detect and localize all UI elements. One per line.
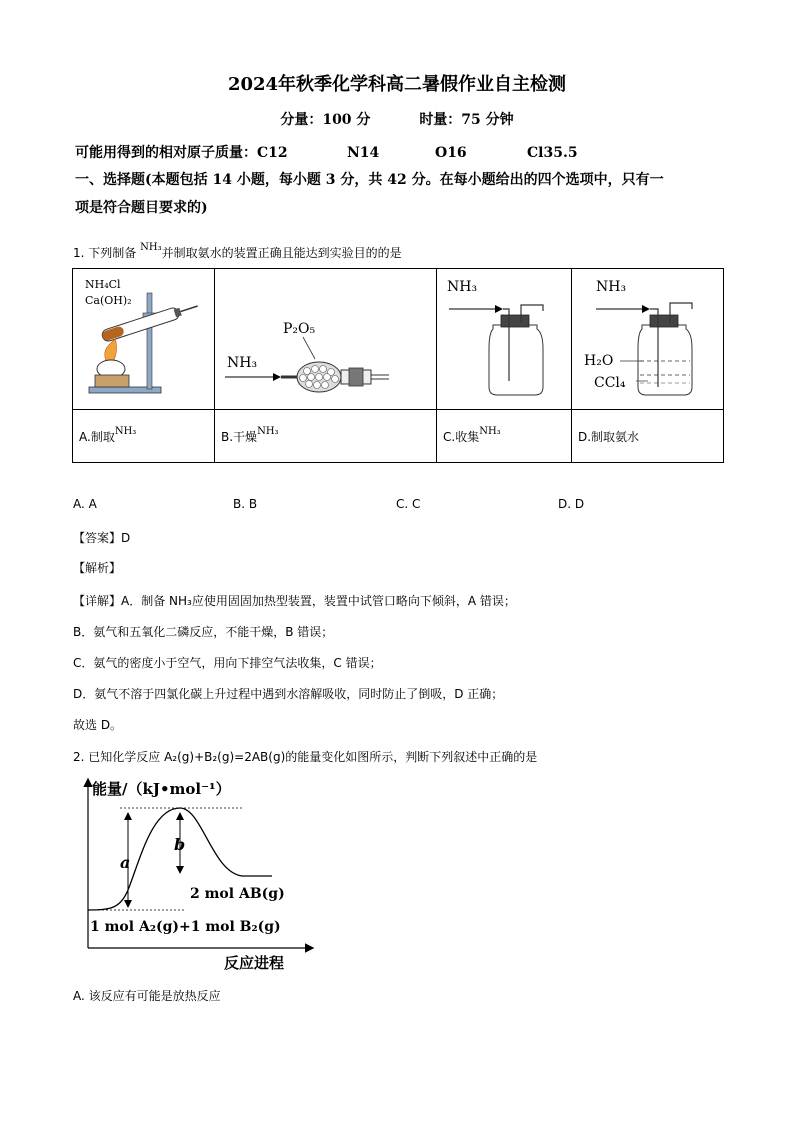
figure-a-reagent-2: Ca(OH)₂ (85, 294, 132, 307)
reactant-label: 1 mol A₂(g)+1 mol B₂(g) (90, 919, 281, 935)
figure-d-ccl4-label: CCl₄ (594, 375, 626, 391)
mass-item: C12 (257, 145, 288, 161)
cell-c-text: C.收集 (443, 429, 480, 444)
q1-apparatus-table (72, 268, 724, 463)
answer-line (73, 529, 130, 546)
cell-b-formula: NH₃ (257, 425, 279, 437)
detail-a (73, 592, 516, 609)
q2-option-a: A. 该反应有可能是放热反应 (73, 989, 221, 1003)
figure-d-absorption-bottle (572, 269, 723, 405)
q1-stem-formula: NH₃ (140, 242, 162, 253)
figure-d (572, 269, 724, 410)
cell-d (572, 410, 724, 463)
leader-line (303, 337, 315, 359)
arrow-head (273, 373, 281, 381)
figure-d-water-label: H₂O (584, 353, 614, 369)
answer-tag: 【答案】 (73, 531, 122, 545)
detail-d: D．氨气不溶于四氯化碳上升过程中遇到水溶解吸收，同时防止了倒吸，D 正确； (73, 687, 504, 701)
mass-item: N14 (347, 145, 380, 161)
energy-diagram (72, 772, 322, 977)
answer-value: D (121, 531, 131, 545)
detail-tag: 【详解】 (73, 594, 122, 608)
arrow-head (495, 305, 503, 313)
q1-stem (73, 244, 402, 261)
section-heading (75, 166, 725, 222)
figure-c-gas-bottle (437, 269, 571, 405)
cell-a-text: A.制取 (79, 429, 115, 444)
mass-item: O16 (435, 145, 467, 161)
figure-a (73, 269, 215, 410)
cell-d-text: D.制取氨水 (578, 429, 640, 444)
option-b: B. B (233, 497, 258, 511)
label-b: b (174, 835, 186, 854)
stand-rod (147, 293, 152, 389)
mass-item: Cl35.5 (527, 145, 578, 161)
q1-stem-suffix: 并制取氨水的装置正确且能达到实验目的的是 (161, 246, 402, 260)
arrow-head (642, 305, 650, 313)
cell-a (73, 410, 215, 463)
cell-b-text: B.干燥 (221, 429, 258, 444)
figure-c (437, 269, 572, 410)
y-axis-label: 能量/（kJ•mol⁻¹） (92, 780, 231, 798)
option-d: D. D (558, 497, 585, 511)
figure-d-gas: NH₃ (596, 279, 627, 295)
cell-c-formula: NH₃ (479, 425, 501, 437)
conclusion: 故选 D。 (73, 718, 123, 732)
figure-c-gas: NH₃ (447, 279, 478, 295)
absorption-bottle (638, 325, 692, 395)
figure-b-reagent: P₂O₅ (283, 321, 316, 337)
q1-stem-prefix: 1. 下列制备 (73, 246, 137, 260)
label-a: a (120, 853, 131, 872)
cell-a-formula: NH₃ (114, 425, 137, 437)
score-label: 分量：100 分 (280, 112, 371, 128)
figure-b (215, 269, 437, 410)
cell-c (437, 410, 572, 463)
bottle-stopper (501, 315, 529, 327)
bottle-stopper (650, 315, 678, 327)
option-c: C. C (396, 497, 421, 511)
figure-a-heating-apparatus (73, 269, 214, 405)
detail-c: C．氨气的密度小于空气，用向下排空气法收集，C 错误； (73, 656, 382, 670)
burner-block (95, 375, 129, 387)
figure-b-drying-tube (215, 269, 436, 405)
page-title: 2024年秋季化学科高二暑假作业自主检测 (227, 74, 567, 95)
analysis-tag: 【解析】 (73, 561, 122, 575)
detail-a-text: A．制备 NH₃应使用固固加热型装置，装置中试管口略向下倾斜，A 错误； (121, 594, 516, 608)
flame (105, 339, 117, 363)
product-label: 2 mol AB(g) (190, 886, 285, 902)
q2-stem: 2. 已知化学反应 A₂(g)+B₂(g)=2AB(g)的能量变化如图所示，判断下列叙述中正确的是 (73, 750, 538, 764)
detail-b: B．氨气和五氧化二磷反应，不能干燥，B 错误； (73, 625, 334, 639)
cell-b (215, 410, 437, 463)
gas-bottle (489, 325, 543, 395)
exam-info (0, 109, 794, 129)
figure-a-reagent-1: NH₄Cl (85, 278, 121, 291)
option-a: A. A (73, 497, 97, 511)
time-label: 时量：75 分钟 (419, 112, 514, 128)
masses-label: 可能用得到的相对原子质量： (75, 145, 257, 161)
figure-b-gas: NH₃ (227, 355, 258, 371)
delivery-tube (181, 306, 198, 312)
x-axis-label: 反应进程 (224, 954, 285, 972)
section-line-2: 项是符合题目要求的) (75, 200, 208, 216)
tube-stopper (349, 368, 363, 386)
atomic-masses (75, 142, 578, 162)
section-line-1: 一、选择题(本题包括 14 小题，每小题 3 分，共 42 分。在每小题给出的四个选项中，只有一 (75, 172, 664, 188)
